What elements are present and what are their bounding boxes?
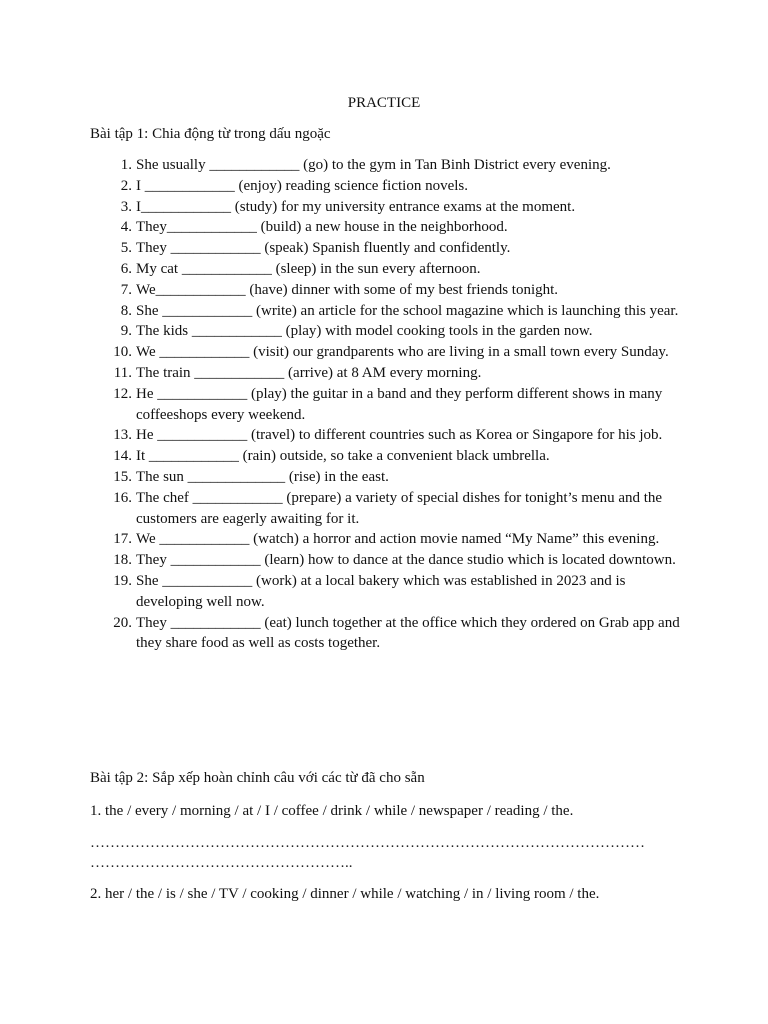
exercise-item (0, 197, 768, 218)
exercise-item (0, 488, 768, 530)
item-number: 17. (113, 531, 132, 548)
item-text: I____________ (study) for my university entrance exams at the moment. (136, 198, 576, 215)
item-text: He ____________ (play) the guitar in a band and they perform different shows in many coffeeshops every weekend. (136, 385, 663, 423)
exercise-item (0, 321, 768, 342)
item-number: 18. (113, 552, 132, 569)
item-text: I ____________ (enjoy) reading science fiction novels. (136, 177, 468, 194)
item-text: The kids ____________ (play) with model cooking tools in the garden now. (136, 323, 593, 340)
answer-dotted-line[interactable]: ………………………………………………………………………………………………… (90, 835, 645, 851)
exercise-item (0, 529, 768, 550)
item-text: She ____________ (work) at a local bakery which was established in 2023 and is developing well now. (136, 572, 626, 610)
item-text: She usually ____________ (go) to the gym in Tan Binh District every evening. (136, 157, 611, 173)
item-text: We ____________ (watch) a horror and action movie named “My Name” this evening. (136, 531, 660, 548)
item-number: 19. (113, 572, 132, 589)
exercise-item (0, 176, 768, 197)
item-text: The sun _____________ (rise) in the east. (136, 468, 389, 485)
exercise-item (0, 613, 768, 655)
exercise-item (0, 301, 768, 322)
exercise-item (0, 155, 768, 176)
item-text: My cat ____________ (sleep) in the sun every afternoon. (136, 260, 481, 277)
item-number: 12. (113, 385, 132, 402)
exercise-item (0, 384, 768, 426)
item-text: They ____________ (learn) how to dance at the dance studio which is located downtown. (136, 552, 676, 569)
exercise2-question-2: 2. her / the / is / she / TV / cooking / dinner / while / watching / in / living room / the. (90, 886, 600, 902)
item-text: The chef ____________ (prepare) a variety of special dishes for tonight’s menu and the customers are eagerly awaiting for it. (136, 489, 663, 527)
exercise-item (0, 467, 768, 488)
item-text: They ____________ (eat) lunch together at the office which they ordered on Grab app and they share food as well as costs together. (136, 614, 680, 652)
item-text: They____________ (build) a new house in the neighborhood. (136, 219, 508, 236)
exercise1-list (0, 155, 768, 654)
item-number: 15. (113, 468, 132, 485)
item-number: 4. (120, 219, 132, 236)
item-number: 7. (120, 281, 132, 298)
exercise-item (0, 550, 768, 571)
exercise-item (0, 280, 768, 301)
item-text: She ____________ (write) an article for the school magazine which is launching this year. (136, 302, 679, 319)
item-text: They ____________ (speak) Spanish fluently and confidently. (136, 240, 511, 257)
exercise2-heading: Bài tập 2: Sắp xếp hoàn chỉnh câu với các từ đã cho sẵn (90, 770, 425, 786)
exercise2-question-1: 1. the / every / morning / at / I / coffee / drink / while / newspaper / reading / the. (90, 803, 574, 819)
page-title: PRACTICE (347, 95, 421, 111)
exercise-item (0, 217, 768, 238)
item-text: He ____________ (travel) to different countries such as Korea or Singapore for his job. (136, 427, 663, 444)
exercise-item (0, 259, 768, 280)
item-number: 13. (113, 427, 132, 444)
exercise-item (0, 342, 768, 363)
item-number: 2. (120, 177, 132, 194)
item-number: 8. (120, 302, 132, 319)
item-text: The train ____________ (arrive) at 8 AM every morning. (136, 364, 482, 381)
item-number: 10. (113, 344, 132, 361)
answer-dotted-line[interactable]: …………………………………………….. (90, 855, 353, 871)
item-number: 1. (120, 157, 132, 173)
item-number: 3. (120, 198, 132, 215)
item-number: 20. (113, 614, 132, 631)
item-number: 11. (113, 364, 132, 381)
item-text: We ____________ (visit) our grandparents who are living in a small town every Sunday. (136, 344, 669, 361)
exercise-item (0, 571, 768, 613)
item-text: We____________ (have) dinner with some of my best friends tonight. (136, 281, 559, 298)
item-text: It ____________ (rain) outside, so take a convenient black umbrella. (136, 448, 550, 465)
exercise-item (0, 446, 768, 467)
exercise-item (0, 425, 768, 446)
exercise-item (0, 363, 768, 384)
item-number: 16. (113, 489, 132, 506)
exercise1-heading: Bài tập 1: Chia động từ trong dấu ngoặc (90, 126, 331, 142)
item-number: 9. (120, 323, 132, 340)
item-number: 6. (120, 260, 132, 277)
exercise-item (0, 238, 768, 259)
item-number: 14. (113, 448, 132, 465)
item-number: 5. (120, 240, 132, 257)
